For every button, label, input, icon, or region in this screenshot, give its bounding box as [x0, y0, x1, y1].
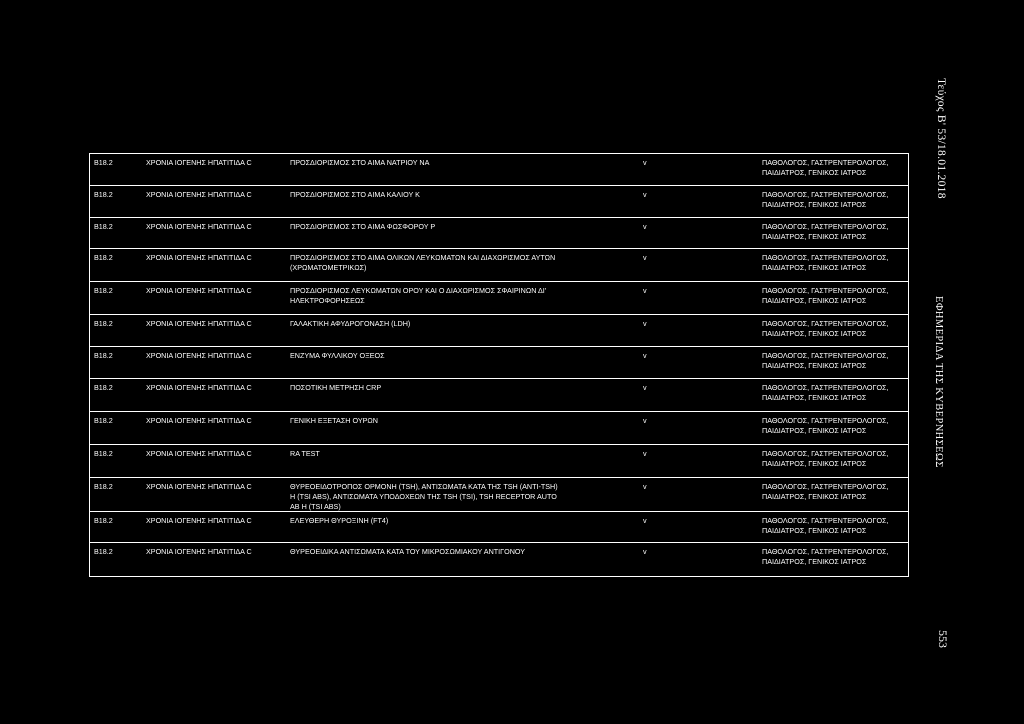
code-cell: B18.2 [94, 416, 113, 425]
mark-cell: v [643, 253, 647, 262]
table-row [90, 314, 908, 346]
table-row [90, 411, 908, 444]
mark-cell: v [643, 222, 647, 231]
specialty-cell: ΠΑΘΟΛΟΓΟΣ, ΓΑΣΤΡΕΝΤΕΡΟΛΟΓΟΣ, ΠΑΙΔΙΑΤΡΟΣ, ΓΕΝΙΚΟΣ ΙΑΤΡΟΣ [762, 416, 889, 435]
disease-cell: ΧΡΟΝΙΑ ΙΟΓΕΝΗΣ ΗΠΑΤΙΤΙΔΑ C [146, 416, 252, 425]
mark-cell: v [643, 158, 647, 167]
code-cell: B18.2 [94, 351, 113, 360]
mark-cell: v [643, 383, 647, 392]
specialty-cell: ΠΑΘΟΛΟΓΟΣ, ΓΑΣΤΡΕΝΤΕΡΟΛΟΓΟΣ, ΠΑΙΔΙΑΤΡΟΣ, ΓΕΝΙΚΟΣ ΙΑΤΡΟΣ [762, 190, 889, 209]
code-cell: B18.2 [94, 253, 113, 262]
table-row [90, 185, 908, 217]
table-row [90, 281, 908, 314]
mark-cell: v [643, 351, 647, 360]
test-cell: ΕΝΖΥΜΑ ΦΥΛΛΙΚΟΥ ΟΞΕΟΣ [290, 351, 385, 360]
specialty-cell: ΠΑΘΟΛΟΓΟΣ, ΓΑΣΤΡΕΝΤΕΡΟΛΟΓΟΣ, ΠΑΙΔΙΑΤΡΟΣ, ΓΕΝΙΚΟΣ ΙΑΤΡΟΣ [762, 253, 889, 272]
table-row [90, 248, 908, 281]
disease-cell: ΧΡΟΝΙΑ ΙΟΓΕΝΗΣ ΗΠΑΤΙΤΙΔΑ C [146, 190, 252, 199]
disease-cell: ΧΡΟΝΙΑ ΙΟΓΕΝΗΣ ΗΠΑΤΙΤΙΔΑ C [146, 516, 252, 525]
test-cell: RA TEST [290, 449, 320, 458]
disease-cell: ΧΡΟΝΙΑ ΙΟΓΕΝΗΣ ΗΠΑΤΙΤΙΔΑ C [146, 547, 252, 556]
disease-cell: ΧΡΟΝΙΑ ΙΟΓΕΝΗΣ ΗΠΑΤΙΤΙΔΑ C [146, 449, 252, 458]
test-cell: ΠΡΟΣΔΙΟΡΙΣΜΟΣ ΣΤΟ ΑΙΜΑ ΝΑΤΡΙΟΥ ΝΑ [290, 158, 430, 167]
disease-cell: ΧΡΟΝΙΑ ΙΟΓΕΝΗΣ ΗΠΑΤΙΤΙΔΑ C [146, 222, 252, 231]
specialty-cell: ΠΑΘΟΛΟΓΟΣ, ΓΑΣΤΡΕΝΤΕΡΟΛΟΓΟΣ, ΠΑΙΔΙΑΤΡΟΣ, ΓΕΝΙΚΟΣ ΙΑΤΡΟΣ [762, 319, 889, 338]
page-number: 553 [936, 630, 950, 648]
code-cell: B18.2 [94, 222, 113, 231]
test-cell: ΘΥΡΕΟΕΙΔΙΚΑ ΑΝΤΙΣΩΜΑΤΑ ΚΑΤΑ ΤΟΥ ΜΙΚΡΟΣΩΜΙΑΚΟΥ ΑΝΤΙΓΟΝΟΥ [290, 547, 526, 556]
table-row [90, 444, 908, 477]
specialty-cell: ΠΑΘΟΛΟΓΟΣ, ΓΑΣΤΡΕΝΤΕΡΟΛΟΓΟΣ, ΠΑΙΔΙΑΤΡΟΣ, ΓΕΝΙΚΟΣ ΙΑΤΡΟΣ [762, 516, 889, 535]
code-cell: B18.2 [94, 383, 113, 392]
test-cell: ΓΕΝΙΚΗ ΕΞΕΤΑΣΗ ΟΥΡΩΝ [290, 416, 378, 425]
disease-cell: ΧΡΟΝΙΑ ΙΟΓΕΝΗΣ ΗΠΑΤΙΤΙΔΑ C [146, 383, 252, 392]
specialty-cell: ΠΑΘΟΛΟΓΟΣ, ΓΑΣΤΡΕΝΤΕΡΟΛΟΓΟΣ, ΠΑΙΔΙΑΤΡΟΣ, ΓΕΝΙΚΟΣ ΙΑΤΡΟΣ [762, 547, 889, 566]
disease-cell: ΧΡΟΝΙΑ ΙΟΓΕΝΗΣ ΗΠΑΤΙΤΙΔΑ C [146, 319, 252, 328]
specialty-cell: ΠΑΘΟΛΟΓΟΣ, ΓΑΣΤΡΕΝΤΕΡΟΛΟΓΟΣ, ΠΑΙΔΙΑΤΡΟΣ, ΓΕΝΙΚΟΣ ΙΑΤΡΟΣ [762, 286, 889, 305]
test-cell: ΠΡΟΣΔΙΟΡΙΣΜΟΣ ΣΤΟ ΑΙΜΑ ΦΩΣΦΟΡΟΥ Ρ [290, 222, 436, 231]
mark-cell: v [643, 319, 647, 328]
code-cell: B18.2 [94, 286, 113, 295]
mark-cell: v [643, 286, 647, 295]
code-cell: B18.2 [94, 482, 113, 491]
test-cell: ΕΛΕΥΘΕΡΗ ΘΥΡΟΞΙΝΗ (FT4) [290, 516, 389, 525]
specialty-cell: ΠΑΘΟΛΟΓΟΣ, ΓΑΣΤΡΕΝΤΕΡΟΛΟΓΟΣ, ΠΑΙΔΙΑΤΡΟΣ, ΓΕΝΙΚΟΣ ΙΑΤΡΟΣ [762, 351, 889, 370]
specialty-cell: ΠΑΘΟΛΟΓΟΣ, ΓΑΣΤΡΕΝΤΕΡΟΛΟΓΟΣ, ΠΑΙΔΙΑΤΡΟΣ, ΓΕΝΙΚΟΣ ΙΑΤΡΟΣ [762, 222, 889, 241]
mark-cell: v [643, 547, 647, 556]
mark-cell: v [643, 516, 647, 525]
test-cell: ΓΑΛΑΚΤΙΚΗ ΑΦΥΔΡΟΓΟΝΑΣΗ (LDH) [290, 319, 411, 328]
table-row [90, 153, 908, 185]
code-cell: B18.2 [94, 516, 113, 525]
mark-cell: v [643, 190, 647, 199]
test-cell: ΠΡΟΣΔΙΟΡΙΣΜΟΣ ΛΕΥΚΩΜΑΤΩΝ ΟΡΟΥ ΚΑΙ Ο ΔΙΑΧΩΡΙΣΜΟΣ ΣΦΑΙΡΙΝΩΝ ΔΙ' ΗΛΕΚΤΡΟΦΟΡΗΣΕΩΣ [290, 286, 547, 305]
table-row [90, 346, 908, 378]
mark-cell: v [643, 449, 647, 458]
gazette-title: ΕΦΗΜΕΡΙΔΑ ΤΗΣ ΚΥΒΕΡΝΗΣΕΩΣ [933, 296, 944, 468]
issue-label: Τεύχος Β' 53/18.01.2018 [935, 78, 947, 199]
table-row [90, 378, 908, 411]
table-row [90, 542, 908, 576]
table-row [90, 217, 908, 248]
code-cell: B18.2 [94, 158, 113, 167]
code-cell: B18.2 [94, 319, 113, 328]
code-cell: B18.2 [94, 547, 113, 556]
disease-cell: ΧΡΟΝΙΑ ΙΟΓΕΝΗΣ ΗΠΑΤΙΤΙΔΑ C [146, 351, 252, 360]
specialty-cell: ΠΑΘΟΛΟΓΟΣ, ΓΑΣΤΡΕΝΤΕΡΟΛΟΓΟΣ, ΠΑΙΔΙΑΤΡΟΣ, ΓΕΝΙΚΟΣ ΙΑΤΡΟΣ [762, 158, 889, 177]
code-cell: B18.2 [94, 449, 113, 458]
disease-cell: ΧΡΟΝΙΑ ΙΟΓΕΝΗΣ ΗΠΑΤΙΤΙΔΑ C [146, 286, 252, 295]
table-row [90, 511, 908, 542]
mark-cell: v [643, 416, 647, 425]
test-cell: ΘΥΡΕΟΕΙΔΟΤΡΟΠΟΣ ΟΡΜΟΝΗ (TSH), ΑΝΤΙΣΩΜΑΤΑ ΚΑΤΑ ΤΗΣ TSH (ANTI-TSH) Η (TSI ABS), ΑΝΤΙΣΩΜΑΤΑ ΥΠΟΔΟΧΕΩΝ ΤΗΣ TSH (TSI), TSH RECEPTOR AUTO AB Η (TSI ABS) [290, 482, 558, 511]
disease-cell: ΧΡΟΝΙΑ ΙΟΓΕΝΗΣ ΗΠΑΤΙΤΙΔΑ C [146, 253, 252, 262]
exam-table [89, 153, 909, 577]
disease-cell: ΧΡΟΝΙΑ ΙΟΓΕΝΗΣ ΗΠΑΤΙΤΙΔΑ C [146, 158, 252, 167]
code-cell: B18.2 [94, 190, 113, 199]
mark-cell: v [643, 482, 647, 491]
specialty-cell: ΠΑΘΟΛΟΓΟΣ, ΓΑΣΤΡΕΝΤΕΡΟΛΟΓΟΣ, ΠΑΙΔΙΑΤΡΟΣ, ΓΕΝΙΚΟΣ ΙΑΤΡΟΣ [762, 449, 889, 468]
test-cell: ΠΟΣΟΤΙΚΗ ΜΕΤΡΗΣΗ CRP [290, 383, 382, 392]
test-cell: ΠΡΟΣΔΙΟΡΙΣΜΟΣ ΣΤΟ ΑΙΜΑ ΟΛΙΚΩΝ ΛΕΥΚΩΜΑΤΩΝ ΚΑΙ ΔΙΑΧΩΡΙΣΜΟΣ ΑΥΤΩΝ (ΧΡΩΜΑΤΟΜΕΤΡΙΚΩΣ) [290, 253, 556, 272]
specialty-cell: ΠΑΘΟΛΟΓΟΣ, ΓΑΣΤΡΕΝΤΕΡΟΛΟΓΟΣ, ΠΑΙΔΙΑΤΡΟΣ, ΓΕΝΙΚΟΣ ΙΑΤΡΟΣ [762, 482, 889, 501]
table-row [90, 477, 908, 511]
test-cell: ΠΡΟΣΔΙΟΡΙΣΜΟΣ ΣΤΟ ΑΙΜΑ ΚΑΛΙΟΥ Κ [290, 190, 420, 199]
specialty-cell: ΠΑΘΟΛΟΓΟΣ, ΓΑΣΤΡΕΝΤΕΡΟΛΟΓΟΣ, ΠΑΙΔΙΑΤΡΟΣ, ΓΕΝΙΚΟΣ ΙΑΤΡΟΣ [762, 383, 889, 402]
disease-cell: ΧΡΟΝΙΑ ΙΟΓΕΝΗΣ ΗΠΑΤΙΤΙΔΑ C [146, 482, 252, 491]
